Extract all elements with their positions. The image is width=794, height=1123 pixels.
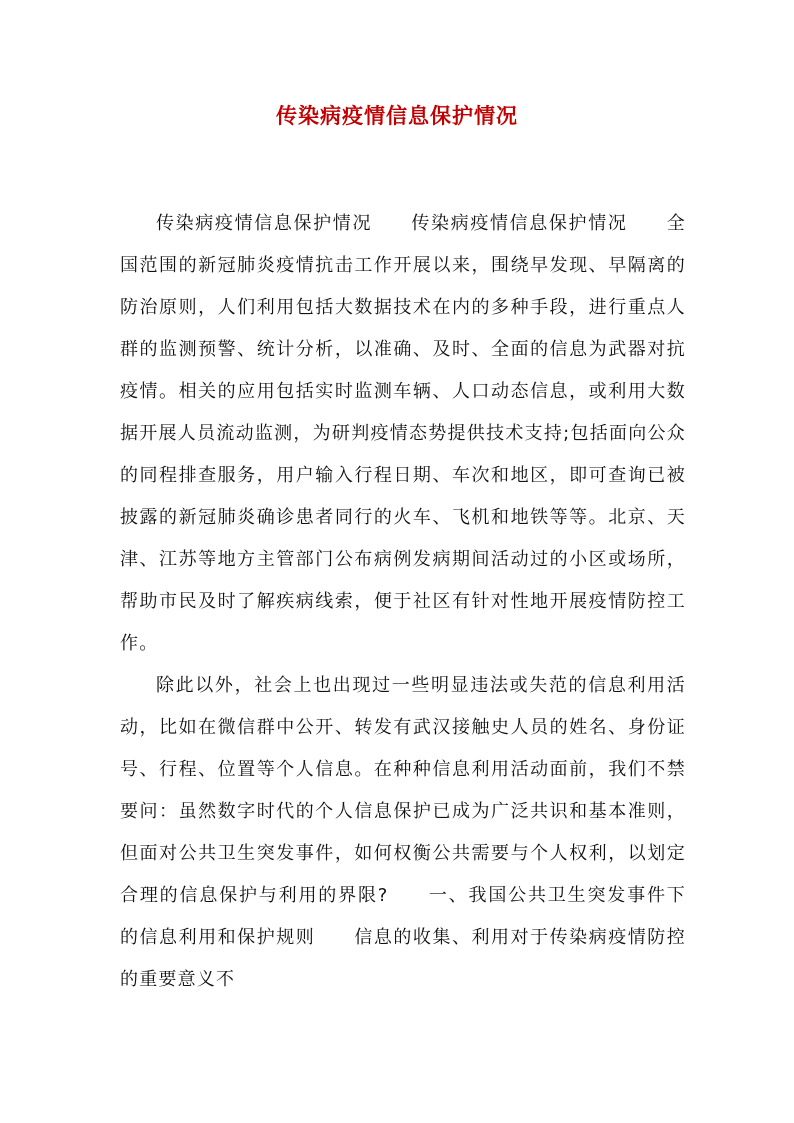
document-title: 传染病疫情信息保护情况: [276, 103, 518, 128]
paragraph-2: 除此以外，社会上也出现过一些明显违法或失范的信息利用活动，比如在微信群中公开、转发有武汉接触史人员的姓名、身份证号、行程、位置等个人信息。在种种信息利用活动面前，我们不禁要问：虽然数字时代的个人信息保护已成为广泛共识和基本准则，但面对公共卫生突发事件，如何权衡公共需要与个人权利，以划定合理的信息保护与利用的界限? 一、我国公共卫生突发事件下的信息利用和保护规则 信息的收集、利用对于传染病疫情防控的重要意义不: [120, 675, 686, 990]
document-body: [120, 203, 686, 1001]
paragraph-1: 传染病疫情信息保护情况 传染病疫情信息保护情况 全国范围的新冠肺炎疫情抗击工作开展以来，围绕早发现、早隔离的防治原则，人们利用包括大数据技术在内的多种手段，进行重点人群的监测预警、统计分析，以准确、及时、全面的信息为武器对抗疫情。相关的应用包括实时监测车辆、人口动态信息，或利用大数据开展人员流动监测，为研判疫情态势提供技术支持;包括面向公众的同程排查服务，用户输入行程日期、车次和地区，即可查询已被披露的新冠肺炎确诊患者同行的火车、飞机和地铁等等。北京、天津、江苏等地方主管部门公布病例发病期间活动过的小区或场所，帮助市民及时了解疾病线索，便于社区有针对性地开展疫情防控工作。: [120, 213, 686, 654]
